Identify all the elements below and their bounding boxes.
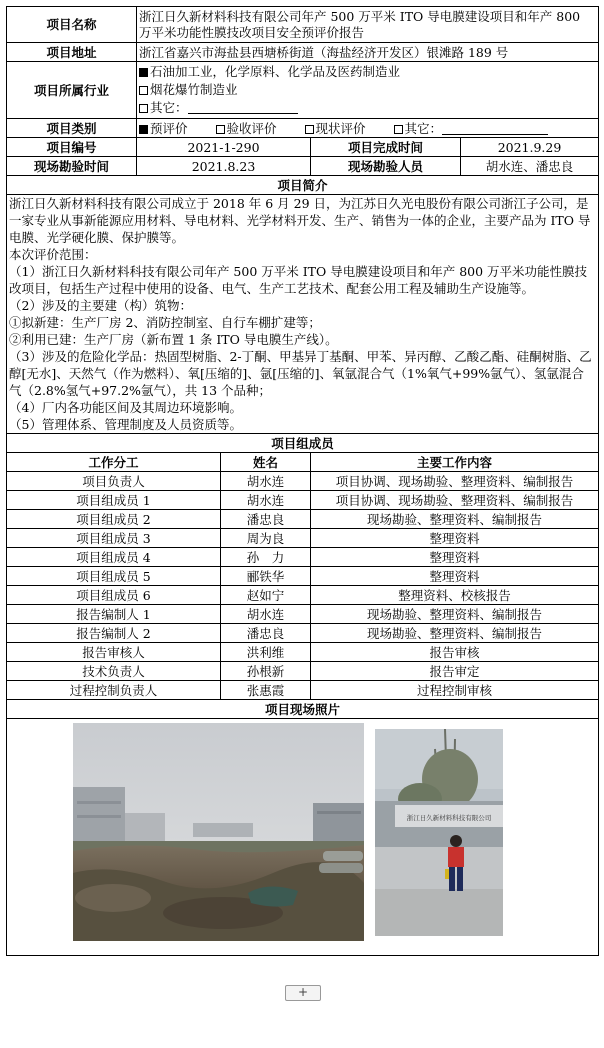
checkbox-checked-icon [139,68,148,77]
intro-paragraph: （5）管理体系、管理制度及人员资质等。 [9,417,242,432]
team-member-name: 潘忠良 [221,624,311,643]
team-table [7,453,599,700]
team-role: 过程控制负责人 [7,681,221,700]
team-role: 项目组成员 2 [7,510,221,529]
team-row [7,681,599,700]
team-row [7,472,599,491]
team-member-name: 郦铁华 [221,567,311,586]
type-option-other-label: 其它： [404,120,443,136]
type-option-other [394,121,549,136]
intro-paragraph: ①拟新建：生产厂房 2、消防控制室、自行车棚扩建等； [9,315,321,330]
checkbox-checked-icon [139,125,148,134]
project-address-label: 项目地址 [7,43,137,62]
intro-section-title: 项目简介 [7,176,599,195]
team-member-name: 胡水连 [221,491,311,510]
industry-option-chemical [139,63,596,81]
team-work: 项目协调、现场勘验、整理资料、编制报告 [311,472,599,491]
photos-section-title: 项目现场照片 [7,700,599,719]
team-row [7,548,599,567]
type-option-status [305,121,366,136]
gate-sign-text: 浙江日久新材料科技有限公司 [406,814,492,822]
site-photo-construction [73,723,364,941]
industry-option-other [139,99,596,117]
survey-time-label: 现场勘验时间 [7,157,137,176]
team-work: 整理资料 [311,529,599,548]
team-member-name: 周为良 [221,529,311,548]
team-role: 报告审核人 [7,643,221,662]
team-member-name: 潘忠良 [221,510,311,529]
intro-paragraph: ②利用已建：生产厂房（新布置 1 条 ITO 导电膜生产线）。 [9,332,338,347]
checkbox-empty-icon [305,125,314,134]
intro-paragraph: 浙江日久新材料科技有限公司成立于 2018 年 6 月 29 日，为江苏日久光电股份有限公司浙江子公司，是一家专业从事新能源应用材料、导电材料、光学材料开发、生产、销售为一体的企业，主要产品为 ITO 导电膜、光学硬化膜、保护膜等。 [9,196,591,245]
team-member-name: 孙 力 [221,548,311,567]
team-role: 报告编制人 2 [7,624,221,643]
team-work: 现场勘验、整理资料、编制报告 [311,510,599,529]
team-work: 整理资料 [311,567,599,586]
team-header-name: 姓名 [221,453,311,472]
industry-option-chemical-label: 石油加工业，化学原料、化学品及医药制造业 [150,64,401,79]
intro-paragraph: （1）浙江日久新材料科技有限公司年产 500 万平米 ITO 导电膜建设项目和年产 800 万平米功能性膜技改项目，包括生产过程中使用的设备、电气、生产工艺技术、配套公用工程及辅助生产设施等。 [9,264,588,296]
checkbox-empty-icon [139,104,148,113]
survey-time-value: 2021.8.23 [137,157,311,176]
checkbox-empty-icon [394,125,403,134]
team-role: 项目组成员 4 [7,548,221,567]
type-option-acceptance-label: 验收评价 [226,120,277,136]
team-row [7,510,599,529]
industry-option-fireworks [139,81,596,99]
page-edge [600,0,604,1048]
team-work: 项目协调、现场勘验、整理资料、编制报告 [311,491,599,510]
project-number-label: 项目编号 [7,138,137,157]
type-option-acceptance [216,121,277,136]
report-table [6,6,599,956]
team-work: 报告审定 [311,662,599,681]
type-option-status-label: 现状评价 [315,120,366,136]
industry-option-fireworks-label: 烟花爆竹制造业 [150,82,238,97]
team-work: 现场勘验、整理资料、编制报告 [311,605,599,624]
project-name-label: 项目名称 [7,7,137,43]
team-row [7,624,599,643]
team-role: 项目组成员 5 [7,567,221,586]
team-role: 技术负责人 [7,662,221,681]
team-section-title: 项目组成员 [7,434,599,453]
team-role: 项目组成员 1 [7,491,221,510]
team-member-name: 洪利维 [221,643,311,662]
team-work: 整理资料 [311,548,599,567]
team-role: 报告编制人 1 [7,605,221,624]
team-work: 报告审核 [311,643,599,662]
team-row [7,605,599,624]
project-type-label: 项目类别 [7,119,137,138]
intro-body [7,195,599,434]
checkbox-empty-icon [139,86,148,95]
team-work: 过程控制审核 [311,681,599,700]
finish-time-value: 2021.9.29 [461,138,599,157]
project-number-value: 2021-1-290 [137,138,311,157]
finish-time-label: 项目完成时间 [311,138,461,157]
project-name-value: 浙江日久新材料科技有限公司年产 500 万平米 ITO 导电膜建设项目和年产 800 万平米功能性膜技改项目安全预评价报告 [137,7,599,43]
blank-underline [442,122,548,135]
team-row [7,491,599,510]
photos-cell [7,719,599,956]
team-role: 项目组成员 6 [7,586,221,605]
type-option-pre-label: 预评价 [150,120,188,136]
team-member-name: 胡水连 [221,605,311,624]
team-row [7,529,599,548]
team-row [7,662,599,681]
team-work: 现场勘验、整理资料、编制报告 [311,624,599,643]
team-row [7,586,599,605]
checkbox-empty-icon [216,125,225,134]
team-role: 项目组成员 3 [7,529,221,548]
intro-paragraph: （2）涉及的主要建（构）筑物： [9,298,192,313]
team-member-name: 孙根新 [221,662,311,681]
team-row [7,643,599,662]
project-industry-label: 项目所属行业 [7,62,137,119]
blank-underline [188,101,298,114]
team-member-name: 胡水连 [221,472,311,491]
project-address-value: 浙江省嘉兴市海盐县西塘桥街道（海盐经济开发区）银滩路 189 号 [137,43,599,62]
team-row [7,567,599,586]
team-member-name: 赵如宁 [221,586,311,605]
team-work: 整理资料、校核报告 [311,586,599,605]
intro-paragraph: （4）厂内各功能区间及其周边环境影响。 [9,400,242,415]
type-option-pre [139,121,188,136]
team-header-work: 主要工作内容 [311,453,599,472]
surveyor-label: 现场勘验人员 [311,157,461,176]
team-member-name: 张惠霞 [221,681,311,700]
site-photo-gate [375,729,503,936]
team-header-role: 工作分工 [7,453,221,472]
intro-paragraph: （3）涉及的危险化学品：热固型树脂、2-丁酮、甲基异丁基酮、甲苯、异丙醇、乙酸乙酯、硅酮树脂、乙醇[无水]、天然气（作为燃料）、氧[压缩的]、氩[压缩的]、氧氩混合气（1%氧气+99%氩气）、氢氩混合气（2.8%氢气+97.2%氩气），共 13 个品种； [9,349,592,398]
add-button[interactable]: + [285,985,321,1001]
surveyor-value: 胡水连、潘忠良 [461,157,599,176]
intro-paragraph: 本次评价范围： [9,247,97,262]
team-role: 项目负责人 [7,472,221,491]
industry-option-other-label: 其它： [150,100,188,115]
